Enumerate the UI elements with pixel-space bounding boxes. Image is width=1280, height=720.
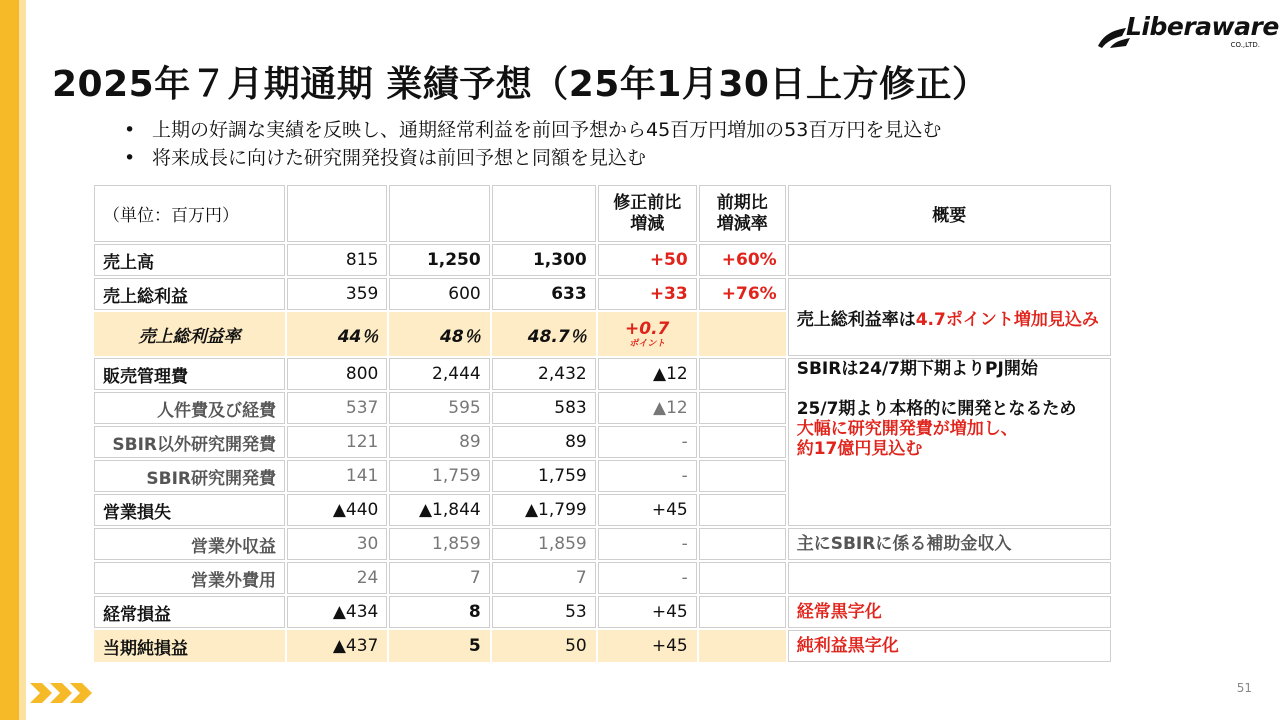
- cell-before: 8: [389, 596, 489, 628]
- chevron-arrows-icon: [30, 681, 110, 705]
- cell-2024: ▲437: [287, 630, 387, 662]
- cell-diff: -: [598, 528, 697, 560]
- cell-before: 1,250: [389, 244, 489, 276]
- cell-diff: ▲12: [598, 392, 697, 424]
- cell-after: ▲1,799: [492, 494, 596, 526]
- row-label: 売上高: [94, 244, 285, 276]
- cell-2024: ▲434: [287, 596, 387, 628]
- side-stripe: [0, 0, 19, 720]
- cell-before: 1,759: [389, 460, 489, 492]
- row-label: 営業損失: [94, 494, 285, 526]
- cell-2024: 44％: [287, 312, 387, 356]
- cell-after: 1,859: [492, 528, 596, 560]
- cell-yoy: [699, 312, 786, 356]
- cell-after: 7: [492, 562, 596, 594]
- company-logo: [1096, 10, 1279, 56]
- summary-non-operating: 主にSBIRに係る補助金収入: [788, 528, 1111, 560]
- row-label: SBIR研究開発費: [94, 460, 285, 492]
- cell-diff: +0.7 ポイント: [598, 312, 697, 356]
- bullet-item: • 上期の好調な実績を反映し、通期経常利益を前回予想から45百万円増加の53百万円を見込む: [124, 119, 942, 141]
- cell-diff: ▲12: [598, 358, 697, 390]
- summary-net: 純利益黒字化: [788, 630, 1111, 662]
- cell-yoy: [699, 528, 786, 560]
- cell-yoy: [699, 630, 786, 662]
- row-label: 営業外費用: [94, 562, 285, 594]
- table-row: [94, 528, 1111, 560]
- row-label: 人件費及び経費: [94, 392, 285, 424]
- logo-wordmark: Liberaware: [1126, 12, 1279, 41]
- cell-before: 7: [389, 562, 489, 594]
- cell-after: 583: [492, 392, 596, 424]
- cell-2024: 24: [287, 562, 387, 594]
- cell-diff: -: [598, 460, 697, 492]
- side-stripe-accent: [19, 0, 26, 720]
- cell-after: 633: [492, 278, 596, 310]
- cell-yoy: [699, 426, 786, 458]
- row-label: 売上総利益: [94, 278, 285, 310]
- cell-yoy: [699, 562, 786, 594]
- row-label: 経常損益: [94, 596, 285, 628]
- table-row: [94, 596, 1111, 628]
- cell-after: 89: [492, 426, 596, 458]
- cell-before: 48％: [389, 312, 489, 356]
- cell-yoy: [699, 392, 786, 424]
- summary-empty: [788, 562, 1111, 594]
- cell-2024: 141: [287, 460, 387, 492]
- cell-yoy: [699, 358, 786, 390]
- cell-2024: 30: [287, 528, 387, 560]
- cell-after: 1,300: [492, 244, 596, 276]
- cell-yoy: [699, 460, 786, 492]
- row-label: 販売管理費: [94, 358, 285, 390]
- column-header-2025-before: 2025/7期 (修正前): [389, 185, 489, 242]
- cell-before: 89: [389, 426, 489, 458]
- cell-2024: 121: [287, 426, 387, 458]
- cell-diff: +45: [598, 630, 697, 662]
- column-header-summary: 概要: [788, 185, 1111, 242]
- cell-2024: 815: [287, 244, 387, 276]
- cell-yoy: [699, 596, 786, 628]
- logo-subtext: CO.,LTD.: [1230, 41, 1260, 49]
- cell-diff: +50: [598, 244, 697, 276]
- column-header-2025-after: 2025/7期 (修正後): [492, 185, 596, 242]
- summary-gross-margin: 売上総利益率は4.7ポイント増加見込み: [788, 278, 1111, 356]
- row-label: 売上総利益率: [94, 312, 285, 356]
- cell-2024: 359: [287, 278, 387, 310]
- table-row: [94, 358, 1111, 390]
- bullet-text: 将来成長に向けた研究開発投資は前回予想と同額を見込む: [152, 147, 647, 169]
- cell-2024: ▲440: [287, 494, 387, 526]
- table-row: [94, 244, 1111, 276]
- cell-before: 1,859: [389, 528, 489, 560]
- unit-header: （単位：百万円）: [94, 185, 285, 242]
- cell-after: 2,432: [492, 358, 596, 390]
- row-label: SBIR以外研究開発費: [94, 426, 285, 458]
- cell-yoy: +60%: [699, 244, 786, 276]
- cell-diff: -: [598, 426, 697, 458]
- table-row: [94, 562, 1111, 594]
- page-title: 2025年７月期通期 業績予想（25年1月30日上方修正）: [52, 64, 989, 105]
- cell-2024: 537: [287, 392, 387, 424]
- column-header-yoy: 前期比 増減率: [699, 185, 786, 242]
- cell-after: 1,759: [492, 460, 596, 492]
- cell-after: 50: [492, 630, 596, 662]
- table-row: [94, 278, 1111, 310]
- cell-before: ▲1,844: [389, 494, 489, 526]
- cell-after: 53: [492, 596, 596, 628]
- page-number: 51: [1236, 681, 1252, 695]
- cell-before: 595: [389, 392, 489, 424]
- cell-before: 5: [389, 630, 489, 662]
- cell-yoy: [699, 494, 786, 526]
- row-label: 当期純損益: [94, 630, 285, 662]
- bullet-item: • 将来成長に向けた研究開発投資は前回予想と同額を見込む: [124, 147, 647, 169]
- cell-after: 48.7％: [492, 312, 596, 356]
- cell-diff: +33: [598, 278, 697, 310]
- bullet-list: [124, 116, 941, 172]
- summary-ordinary: 経常黒字化: [788, 596, 1111, 628]
- cell-2024: 800: [287, 358, 387, 390]
- cell-before: 600: [389, 278, 489, 310]
- cell-diff: +45: [598, 494, 697, 526]
- cell-diff: -: [598, 562, 697, 594]
- bullet-text: 上期の好調な実績を反映し、通期経常利益を前回予想から45百万円増加の53百万円を見込む: [152, 119, 942, 141]
- summary-sbir: SBIRは24/7期下期よりPJ開始 25/7期より本格的に開発となるため 大幅に研究開発費が増加し、 約17億円見込む: [788, 358, 1111, 526]
- table-header-row: [94, 185, 1111, 242]
- summary-empty: [788, 244, 1111, 276]
- row-label: 営業外収益: [94, 528, 285, 560]
- table-row: [94, 630, 1111, 662]
- cell-yoy: +76%: [699, 278, 786, 310]
- cell-diff: +45: [598, 596, 697, 628]
- column-header-2024-actual: 2024/7期 (実績): [287, 185, 387, 242]
- cell-before: 2,444: [389, 358, 489, 390]
- forecast-table: [92, 183, 1113, 664]
- column-header-change: 修正前比 増減: [598, 185, 697, 242]
